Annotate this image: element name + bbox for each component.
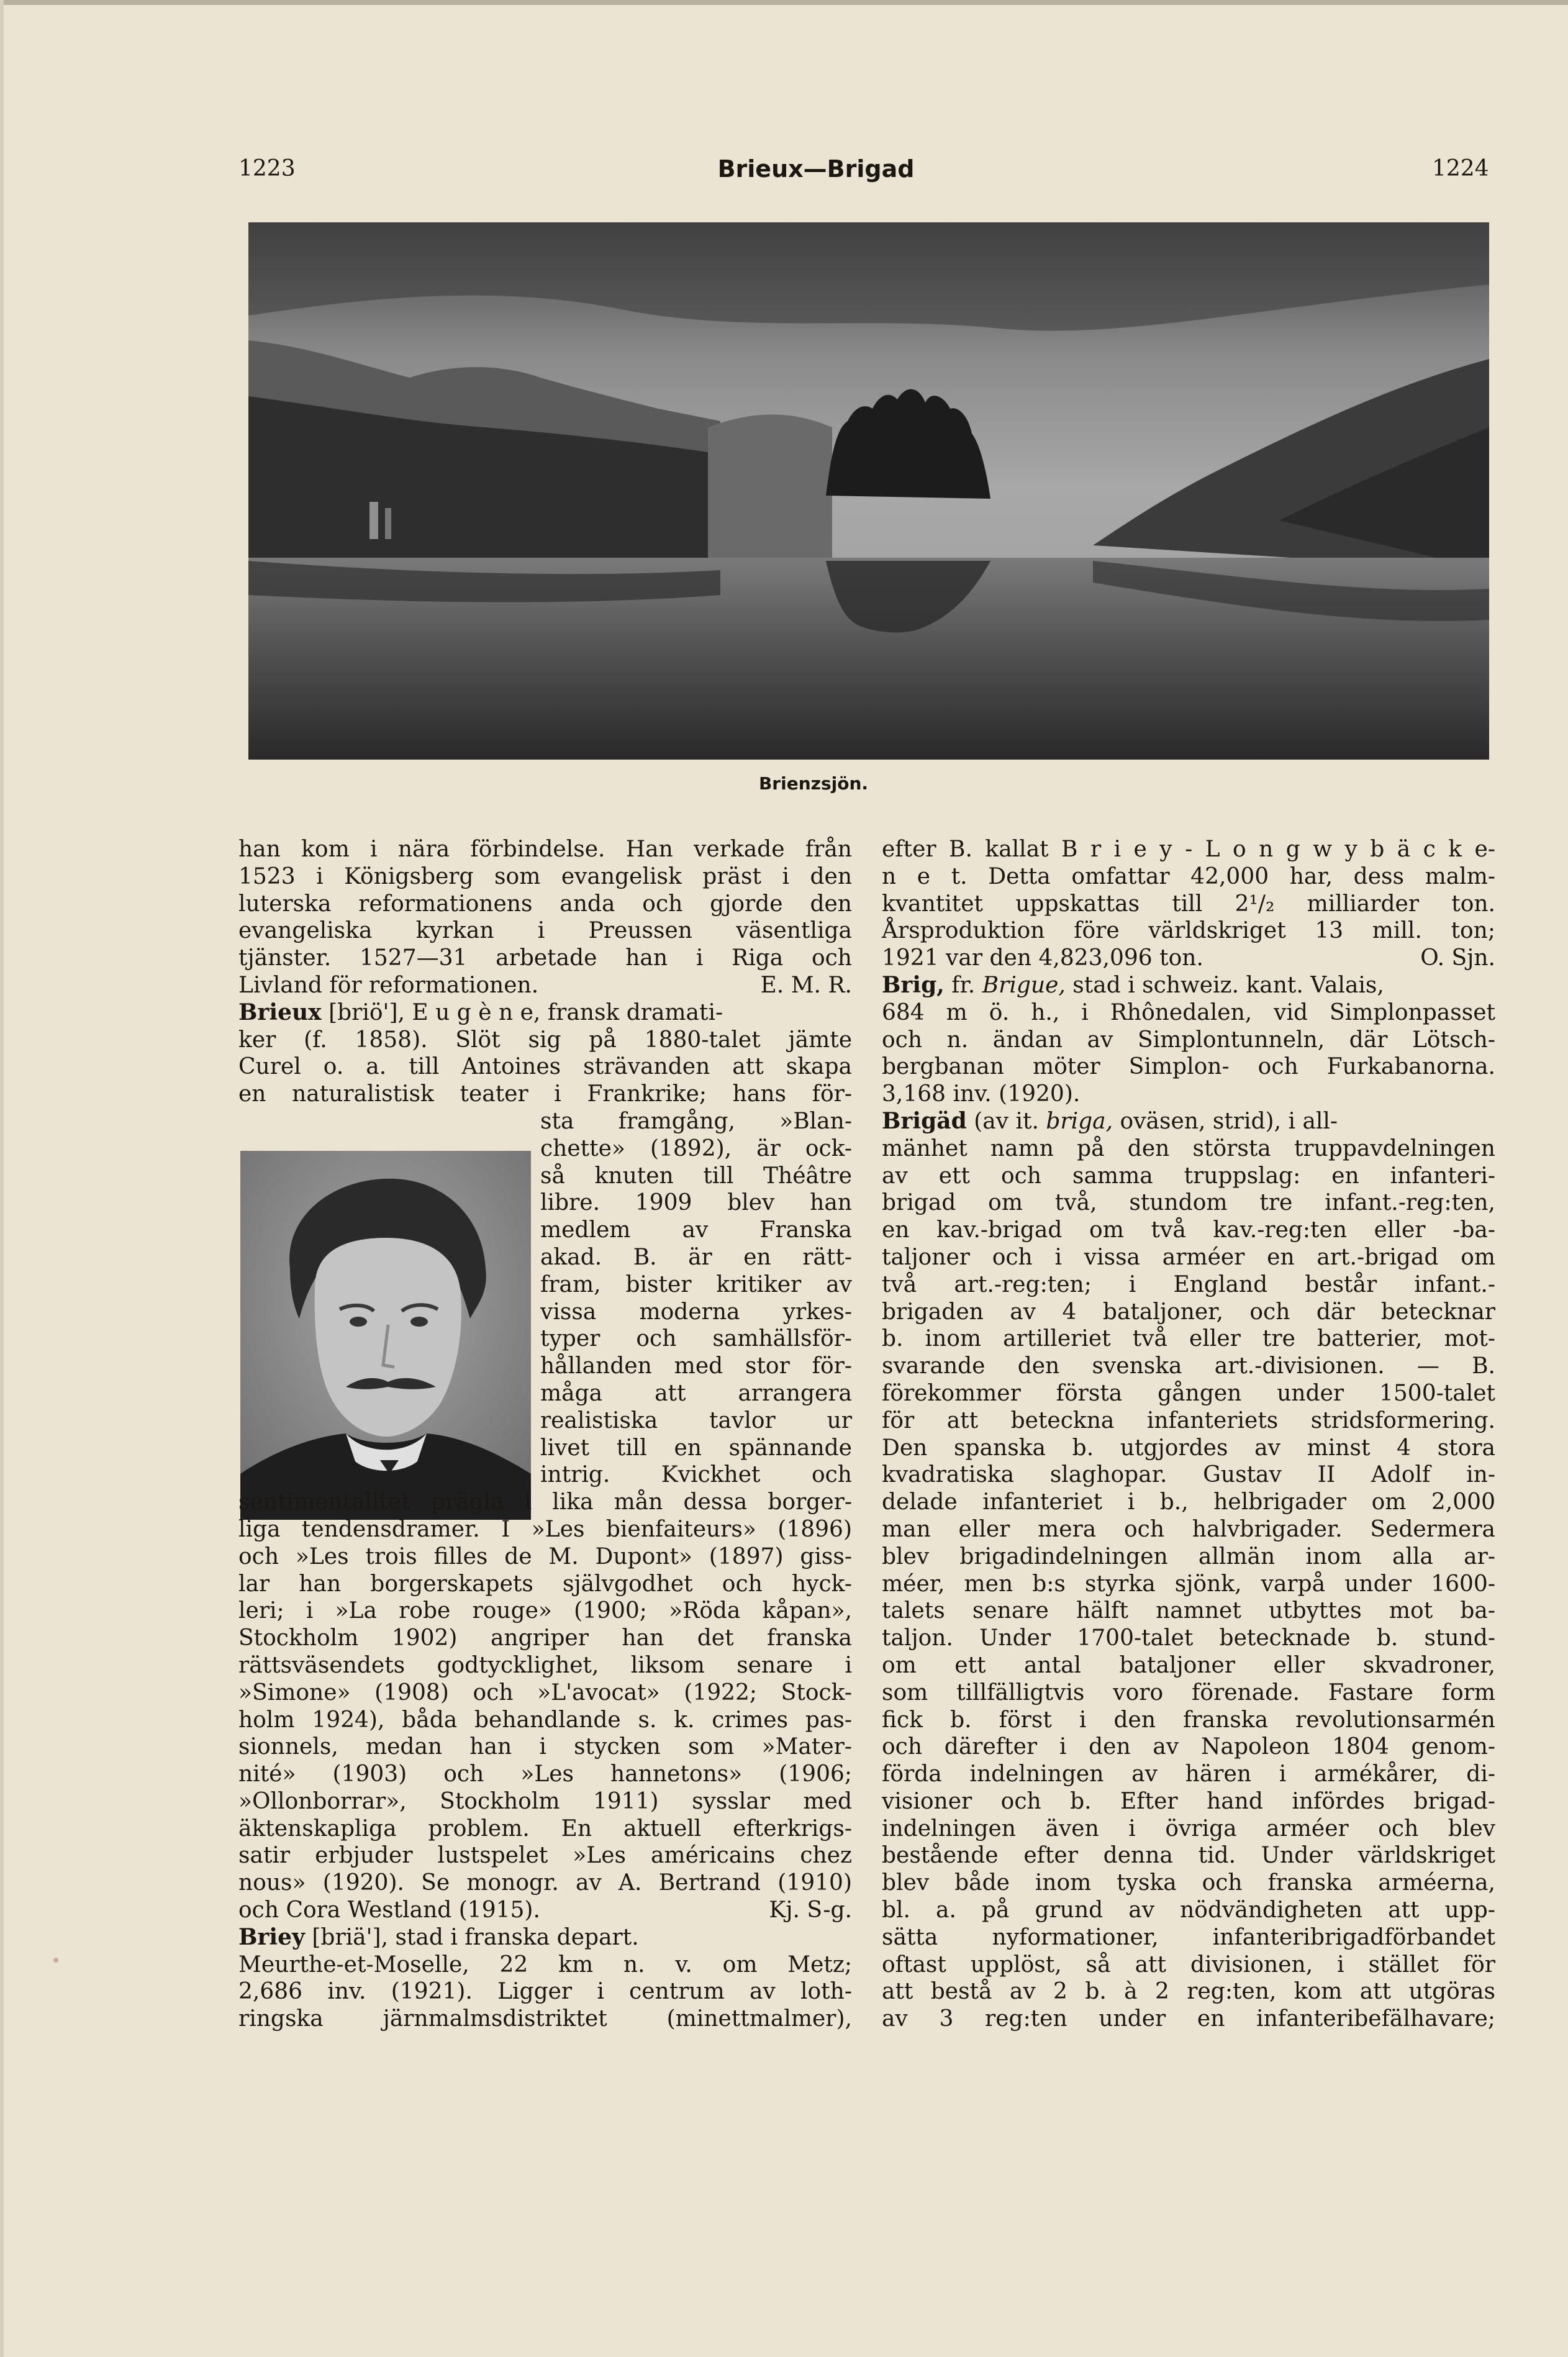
text-line: oftast upplöst, så att divisionen, i stället för	[882, 1951, 1495, 1978]
text-line: Stockholm 1902) angriper han det franska	[238, 1625, 852, 1651]
headword: Briey	[238, 1923, 305, 1950]
text-line: b. inom artilleriet två eller tre batterier, mot-	[882, 1326, 1495, 1352]
text-line: akad. B. är en rätt-	[540, 1244, 852, 1270]
page-top-edge	[0, 0, 1568, 5]
text-line: han kom i nära förbindelse. Han verkade från	[238, 837, 852, 862]
text-line: svarande den svenska art.-divisionen. — B.	[882, 1353, 1495, 1379]
headword: Brigäd	[882, 1107, 967, 1134]
text-line: Den spanska b. utgjordes av minst 4 stora	[882, 1435, 1495, 1461]
text-line: blev brigadindelningen allmän inom alla ar-	[882, 1543, 1495, 1569]
text-line: och Cora Westland (1915).	[238, 1897, 540, 1923]
wrapped-text	[540, 1108, 852, 1489]
text-line: bestående efter denna tid. Under världskriget	[882, 1843, 1495, 1869]
page-number-right: 1224	[1432, 156, 1489, 181]
text-line: bl. a. på grund av nödvändigheten att upp-	[882, 1897, 1495, 1923]
text-line: nous» (1920). Se monogr. av A. Bertrand (1910)	[238, 1870, 852, 1896]
text-line: mänhet namn på den största truppavdelningen	[882, 1135, 1495, 1161]
text-line: indelningen även i övriga arméer och blev	[882, 1815, 1495, 1842]
text-line: nité» (1903) och »Les hannetons» (1906;	[238, 1761, 852, 1787]
text-line: lar han borgerskapets självgodhet och hyck-	[238, 1571, 852, 1597]
text-line: ringska järnmalmsdistriktet (minettmalmer),	[238, 2006, 852, 2032]
text-line: sionnels, medan han i stycken som »Mater-	[238, 1734, 852, 1760]
text-line: och därefter i den av Napoleon 1804 genom-	[882, 1734, 1495, 1760]
text-line: man eller mera och halvbrigader. Sedermera	[882, 1516, 1495, 1542]
text-line: måga att arrangera	[540, 1380, 852, 1406]
text-line: blev både inom tyska och franska arméerna,	[882, 1870, 1495, 1896]
text-line: så knuten till Théâtre	[540, 1163, 852, 1189]
page-left-edge	[0, 0, 4, 2357]
text-line: rättsväsendets godtycklighet, liksom senare i	[238, 1652, 852, 1678]
text-line: »Ollonborrar», Stockholm 1911) sysslar med	[238, 1788, 852, 1814]
text-line: fr.	[944, 972, 982, 998]
text-line: om ett antal bataljoner eller skvadroner,	[882, 1652, 1495, 1678]
text-line: [briä'], stad i franska depart.	[304, 1924, 639, 1950]
text-line: äktenskapliga problem. En aktuell efterkrigs-	[238, 1815, 852, 1842]
text-line: och n. ändan av Simplontunneln, där Lötsch-	[882, 1027, 1495, 1053]
text-line: evangeliska kyrkan i Preussen väsentliga	[238, 918, 852, 944]
text-line: sentimentalitet prägla i lika mån dessa borger-	[238, 1489, 852, 1515]
text-line: visioner och b. Efter hand infördes brigad-	[882, 1788, 1495, 1814]
text-line: av ett och samma truppslag: en infanteri-	[882, 1163, 1495, 1189]
text-line: taljon. Under 1700-talet betecknade b. stund-	[882, 1625, 1495, 1651]
text-line: att bestå av 2 b. à 2 reg:ten, kom att utgöras	[882, 1979, 1495, 2005]
text-line: kvadratiska slaghopar. Gustav II Adolf in-	[882, 1462, 1495, 1488]
margin-spot	[53, 1958, 58, 1963]
text-line: hållanden med stor för-	[540, 1353, 852, 1379]
text-line: Meurthe-et-Moselle, 22 km n. v. om Metz;	[238, 1951, 852, 1978]
headword: Brieux	[238, 999, 322, 1025]
author-signature: O. Sjn.	[1420, 945, 1495, 971]
text-line: taljoner och i vissa arméer en art.-brigad om	[882, 1244, 1495, 1270]
italic-term: Brigue,	[982, 972, 1066, 998]
text-line: sta framgång, »Blan-	[540, 1108, 852, 1134]
text-line: »Simone» (1908) och »L'avocat» (1922; Stock-	[238, 1679, 852, 1705]
italic-term: briga,	[1046, 1108, 1113, 1134]
text-line: 2,686 inv. (1921). Ligger i centrum av loth-	[238, 1979, 852, 2005]
signature-line	[238, 972, 852, 999]
text-line: n e t. Detta omfattar 42,000 har, dess malm-	[882, 863, 1495, 889]
text-line: [briö'], E u g è n e, fransk dramati-	[321, 999, 723, 1025]
text-line: 1921 var den 4,823,096 ton.	[882, 945, 1203, 971]
text-line: tjänster. 1527—31 arbetade han i Riga och	[238, 945, 852, 971]
text-line: satir erbjuder lustspelet »Les américains chez	[238, 1843, 852, 1869]
entry-briey	[238, 1924, 852, 1951]
text-line: intrig. Kvickhet och	[540, 1462, 852, 1488]
text-line: 3,168 inv. (1920).	[882, 1081, 1081, 1107]
text-line: förekommer första gången under 1500-talet	[882, 1380, 1495, 1406]
text-line: delade infanteriet i b., helbrigader om 2,000	[882, 1489, 1495, 1515]
text-line: fick b. först i den franska revolutionsarmén	[882, 1707, 1495, 1733]
text-line: av 3 reg:ten under en infanteribefälhavare;	[882, 2006, 1495, 2032]
signature-line	[238, 1897, 852, 1924]
right-column	[882, 836, 1495, 2033]
text-line: méer, men b:s styrka sjönk, varpå under 1600-	[882, 1571, 1495, 1597]
text-line: (av it.	[966, 1108, 1046, 1134]
text-line: liga tendensdramer. I »Les bienfaiteurs» (1896)	[238, 1516, 852, 1542]
text-line: brigad om två, stundom tre infant.-reg:ten,	[882, 1190, 1495, 1216]
text-line: libre. 1909 blev han	[540, 1190, 852, 1216]
text-line: realistiska tavlor ur	[540, 1407, 852, 1433]
text-line: en naturalistisk teater i Frankrike; hans för-	[238, 1081, 852, 1107]
lake-photograph	[248, 222, 1489, 760]
author-signature: Kj. S-g.	[769, 1897, 852, 1923]
text-line: 684 m ö. h., i Rhônedalen, vid Simplonpasset	[882, 999, 1495, 1025]
running-title: Brieux—Brigad	[717, 155, 915, 183]
text-line: förda indelningen av hären i armékårer, di-	[882, 1761, 1495, 1787]
text-line: oväsen, strid), i all-	[1113, 1108, 1338, 1134]
text-line: som tillfälligtvis voro förenade. Fastare form	[882, 1679, 1495, 1705]
text-line: luterska reformationens anda och gjorde den	[238, 891, 852, 917]
text-line: stad i schweiz. kant. Valais,	[1065, 972, 1384, 998]
author-signature: E. M. R.	[760, 972, 852, 998]
figure-caption: Brienzsjön.	[758, 773, 869, 794]
entry-brieux	[238, 999, 852, 1027]
text-line: Årsproduktion före världskriget 13 mill. ton;	[882, 918, 1495, 944]
entry-brigad	[882, 1108, 1495, 1135]
entry-brig	[882, 972, 1495, 999]
text-line: holm 1924), båda behandlande s. k. crimes pas-	[238, 1707, 852, 1733]
text-line: vissa moderna yrkes-	[540, 1299, 852, 1325]
headword: Brig,	[882, 971, 945, 998]
text-line: efter B. kallat B r i e y - L o n g w y b ä c k e-	[882, 837, 1495, 862]
text-line: typer och samhällsför-	[540, 1326, 852, 1352]
left-column	[238, 836, 852, 2033]
text-line: chette» (1892), är ock-	[540, 1135, 852, 1161]
text-line: kvantitet uppskattas till 2¹/₂ milliarder ton.	[882, 891, 1495, 917]
text-line: och »Les trois filles de M. Dupont» (1897) giss-	[238, 1543, 852, 1569]
signature-line	[882, 945, 1495, 972]
text-line: bergbanan möter Simplon- och Furkabanorna.	[882, 1054, 1495, 1080]
text-line: talets senare hälft namnet utbyttes mot ba-	[882, 1598, 1495, 1624]
text-line: 1523 i Königsberg som evangelisk präst i den	[238, 863, 852, 889]
text-line: ker (f. 1858). Slöt sig på 1880-talet jämte	[238, 1027, 852, 1053]
text-line: livet till en spännande	[540, 1435, 852, 1461]
text-line: två art.-reg:ten; i England består infant.-	[882, 1271, 1495, 1297]
text-line: brigaden av 4 bataljoner, och där betecknar	[882, 1299, 1495, 1325]
text-line: för att beteckna infanteriets stridsformering.	[882, 1407, 1495, 1433]
text-line: Curel o. a. till Antoines strävanden att skapa	[238, 1054, 852, 1080]
text-line: en kav.-brigad om två kav.-reg:ten eller -ba-	[882, 1217, 1495, 1243]
text-line: Livland för reformationen.	[238, 972, 539, 998]
text-line: leri; i »La robe rouge» (1900; »Röda kåpan»,	[238, 1598, 852, 1624]
text-line: fram, bister kritiker av	[540, 1271, 852, 1297]
text-line: sätta nyformationer, infanteribrigadförbandet	[882, 1924, 1495, 1950]
page-number-left: 1223	[238, 156, 296, 181]
text-line: medlem av Franska	[540, 1217, 852, 1243]
